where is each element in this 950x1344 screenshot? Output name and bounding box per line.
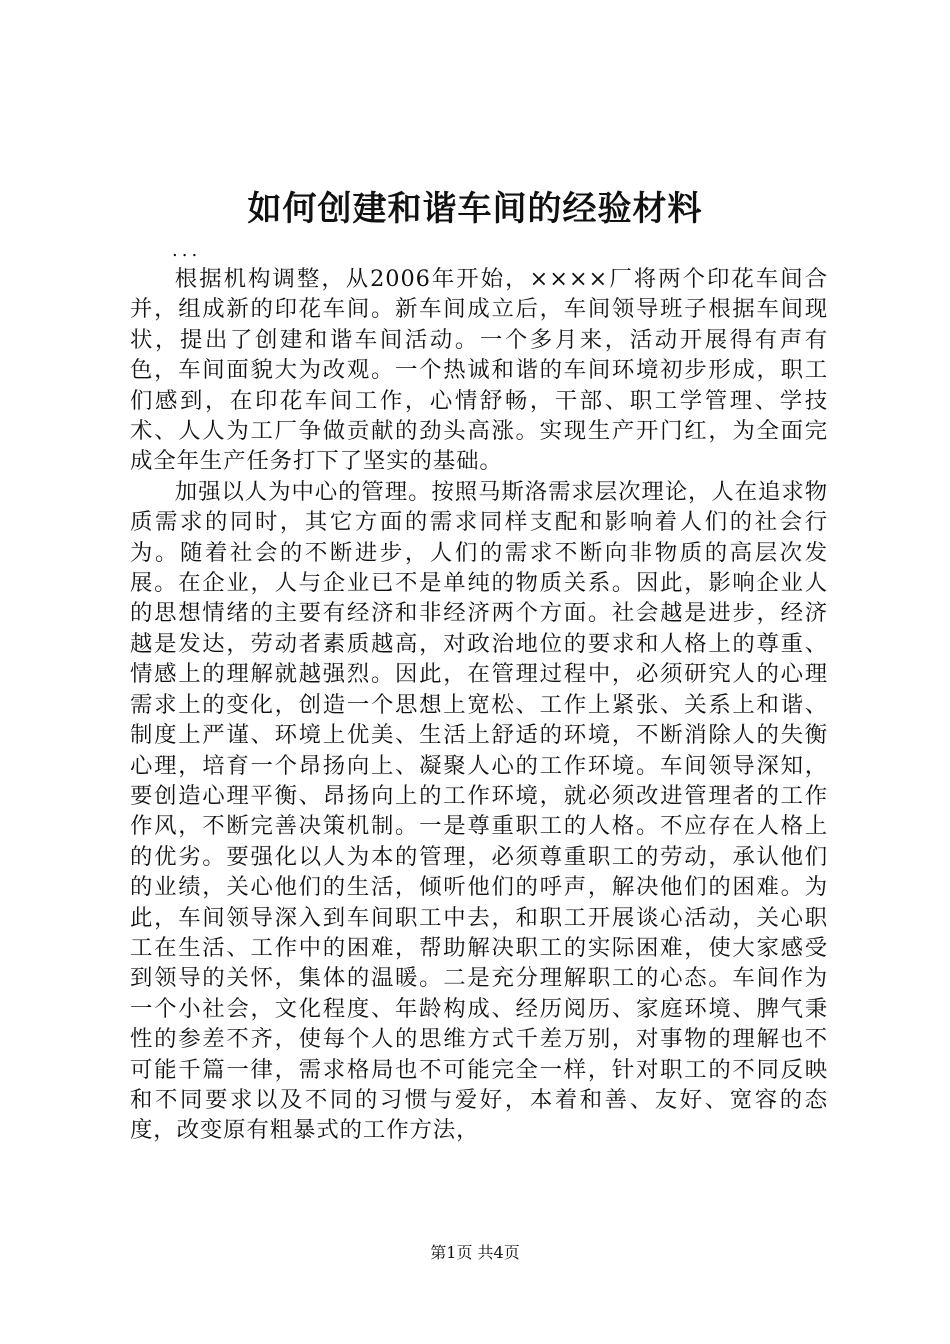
page-footer: 第1页 共4页: [430, 1243, 520, 1262]
document-title: 如何创建和谐车间的经验材料: [247, 189, 703, 229]
paragraph-1: 根据机构调整，从2006年开始，××××厂将两个印花车间合并，组成新的印花车间。新车间成立后，车间领导班子根据车间现状，提出了创建和谐车间活动。一个多月来，活动开展得有声有色，车间面貌大为改观。一个热诚和谐的车间环境初步形成，职工们感到，在印花车间工作，心情舒畅，干部、职工学管理、学技术、人人为工厂争做贡献的劲头高涨。实现生产开门红，为全面完成全年生产任务打下了坚实的基础。: [130, 266, 828, 475]
document-body: [130, 264, 828, 1146]
paragraph-2: 加强以人为中心的管理。按照马斯洛需求层次理论，人在追求物质需求的同时，其它方面的需求同样支配和影响着人们的社会行为。随着社会的不断进步，人们的需求不断向非物质的高层次发展。在企业，人与企业已不是单纯的物质关系。因此，影响企业人的思想情绪的主要有经济和非经济两个方面。社会越是进步，经济越是发达，劳动者素质越高，对政治地位的要求和人格上的尊重、情感上的理解就越强烈。因此，在管理过程中，必须研究人的心理需求上的变化，创造一个思想上宽松、工作上紧张、关系上和谐、制度上严谨、环境上优美、生活上舒适的环境，不断消除人的失衡心理，培育一个昂扬向上、凝聚人心的工作环境。车间领导深知，要创造心理平衡、昂扬向上的工作环境，就必须改进管理者的工作作风，不断完善决策机制。一是尊重职工的人格。不应存在人格上的优劣。要强化以人为本的管理，必须尊重职工的劳动，承认他们的业绩，关心他们的生活，倾听他们的呼声，解决他们的困难。为此，车间领导深入到车间职工中去，和职工开展谈心活动，关心职工在生活、工作中的困难，帮助解决职工的实际困难，使大家感受到领导的关怀，集体的温暖。二是充分理解职工的心态。车间作为一个小社会，文化程度、年龄构成、经历阅历、家庭环境、脾气秉性的参差不齐，使每个人的思维方式千差万别，对事物的理解也不可能千篇一律，需求格局也不可能完全一样，针对职工的不同反映和不同要求以及不同的习惯与爱好，本着和善、友好、宽容的态度，改变原有粗暴式的工作方法，: [130, 478, 828, 1144]
ellipsis-marker: ...: [172, 240, 202, 261]
